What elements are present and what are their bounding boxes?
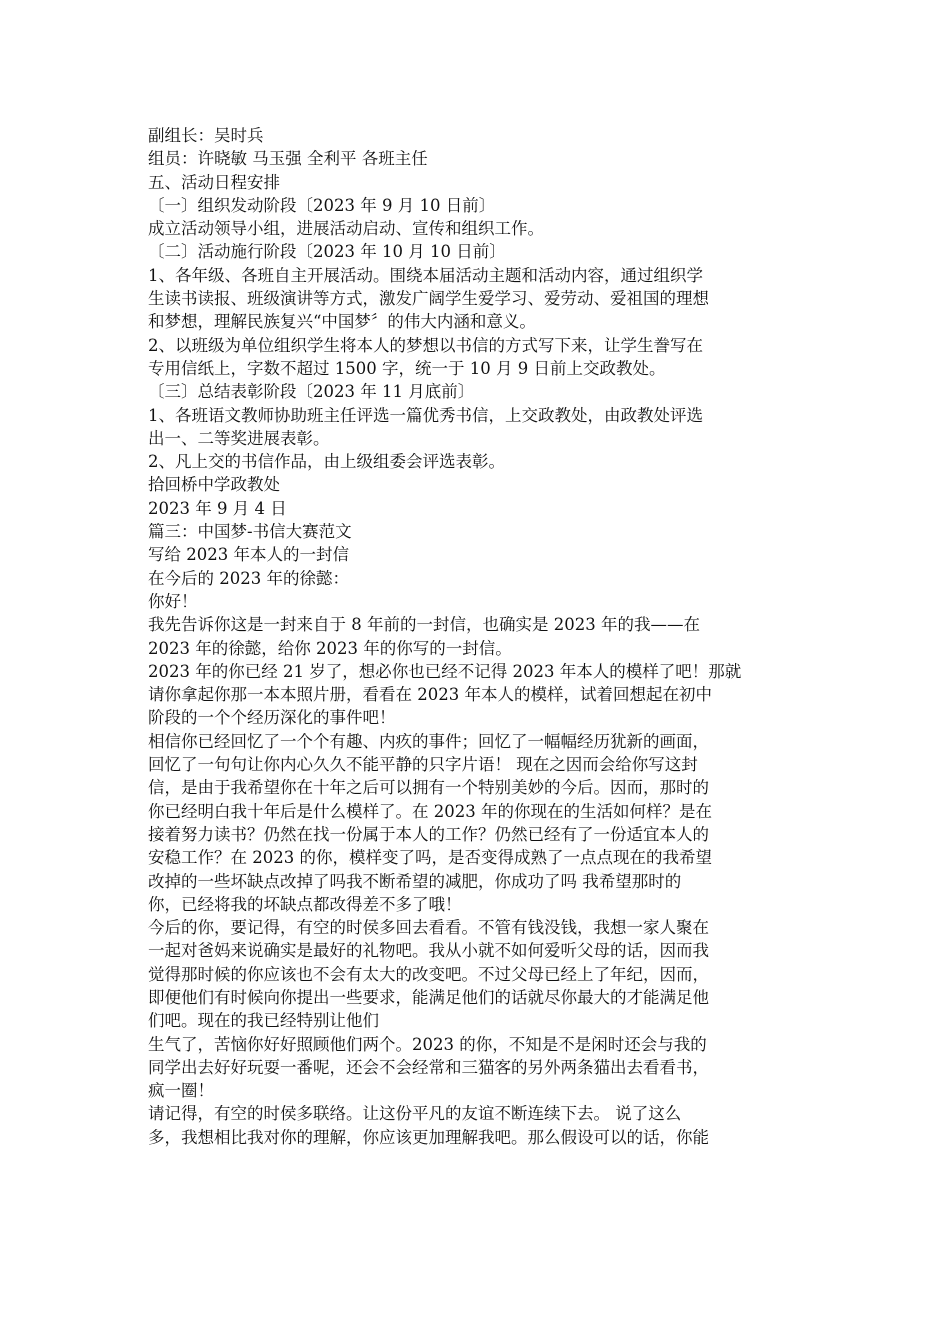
text-line: 成立活动领导小组，进展活动启动、宣传和组织工作。 bbox=[148, 219, 544, 239]
letter-salutation: 在今后的 2023 年的徐懿： bbox=[148, 568, 349, 588]
signature-line: 拾回桥中学政教处 bbox=[148, 475, 280, 495]
text-line: 阶段的一个个经历深化的事件吧！ bbox=[148, 708, 396, 728]
text-line: 和梦想，理解民族复兴“中国梦〞的伟大内涵和意义。 bbox=[148, 312, 536, 332]
text-line: 生读书读报、班级演讲等方式，激发广阔学生爱学习、爱劳动、爱祖国的理想 bbox=[148, 289, 709, 309]
text-line: 组员：许晓敏 马玉强 全利平 各班主任 bbox=[148, 149, 428, 169]
text-line: 觉得那时候的你应该也不会有太大的改变吧。不过父母已经上了年纪，因而， bbox=[148, 964, 709, 984]
text-line: 专用信纸上，字数不超过 1500 字，统一于 10 月 9 日前上交政教处。 bbox=[148, 358, 666, 378]
text-line: 相信你已经回忆了一个个有趣、内疚的事件；回忆了一幅幅经历犹新的画面， bbox=[148, 731, 709, 751]
text-line: 2023 年的你已经 21 岁了，想必你也已经不记得 2023 年本人的模样了吧！那就 bbox=[148, 661, 742, 681]
text-line: 1、各年级、各班自主开展活动。围绕本届活动主题和活动内容，通过组织学 bbox=[148, 265, 703, 285]
text-line: 们吧。现在的我已经特别让他们 bbox=[148, 1011, 379, 1031]
text-line: 请你拿起你那一本本照片册，看看在 2023 年本人的模样，试着回想起在初中 bbox=[148, 685, 712, 705]
article-title: 篇三：中国梦-书信大赛范文 bbox=[148, 522, 352, 542]
text-line: 2、凡上交的书信作品，由上级组委会评选表彰。 bbox=[148, 452, 505, 472]
text-line: 疯一圈！ bbox=[148, 1081, 214, 1101]
text-line: 你，已经将我的坏缺点都改得差不多了哦！ bbox=[148, 894, 462, 914]
document-body bbox=[148, 124, 808, 1149]
text-line: 一起对爸妈来说确实是最好的礼物吧。我从小就不如何爱听父母的话，因而我 bbox=[148, 941, 709, 961]
text-line: 2023 年的徐懿，给你 2023 年的你写的一封信。 bbox=[148, 638, 512, 658]
text-line: 生气了，苦恼你好好照顾他们两个。2023 的你，不知是不是闲时还会与我的 bbox=[148, 1034, 707, 1054]
letter-greeting: 你好！ bbox=[148, 591, 198, 611]
text-line: 多，我想相比我对你的理解，你应该更加理解我吧。那么假设可以的话，你能 bbox=[148, 1127, 709, 1147]
text-line: 回忆了一句句让你内心久久不能平静的只字片语！ 现在之因而会给你写这封 bbox=[148, 755, 698, 775]
section-heading: 五、活动日程安排 bbox=[148, 172, 280, 192]
stage-heading: 〔三〕总结表彰阶段〔2023 年 11 月底前〕 bbox=[148, 382, 475, 402]
text-line: 请记得，有空的时侯多联络。让这份平凡的友谊不断连续下去。 说了这么 bbox=[148, 1104, 682, 1124]
text-line: 同学出去好好玩耍一番呢，还会不会经常和三猫客的另外两条猫出去看看书， bbox=[148, 1057, 709, 1077]
text-line: 即便他们有时候向你提出一些要求，能满足他们的话就尽你最大的才能满足他 bbox=[148, 987, 709, 1007]
text-line: 我先告诉你这是一封来自于 8 年前的一封信，也确实是 2023 年的我——在 bbox=[148, 615, 700, 635]
text-line: 出一、二等奖进展表彰。 bbox=[148, 428, 330, 448]
text-line: 副组长：吴时兵 bbox=[148, 126, 264, 145]
text-line: 2、以班级为单位组织学生将本人的梦想以书信的方式写下来，让学生誊写在 bbox=[148, 335, 703, 355]
text-line: 1、各班语文教师协助班主任评选一篇优秀书信，上交政教处，由政教处评选 bbox=[148, 405, 703, 425]
date-line: 2023 年 9 月 4 日 bbox=[148, 498, 287, 518]
stage-heading: 〔一〕组织发动阶段〔2023 年 9 月 10 日前〕 bbox=[148, 195, 496, 215]
letter-title: 写给 2023 年本人的一封信 bbox=[148, 545, 349, 565]
text-line: 信，是由于我希望你在十年之后可以拥有一个特别美妙的今后。因而，那时的 bbox=[148, 778, 709, 798]
text-line: 安稳工作？在 2023 的你，模样变了吗，是否变得成熟了一点点现在的我希望 bbox=[148, 848, 712, 868]
text-line: 接着努力读书？仍然在找一份属于本人的工作？仍然已经有了一份适宜本人的 bbox=[148, 824, 709, 844]
text-line: 改掉的一些坏缺点改掉了吗我不断希望的减肥，你成功了吗 我希望那时的 bbox=[148, 871, 682, 891]
text-line: 今后的你，要记得，有空的时侯多回去看看。不管有钱没钱，我想一家人聚在 bbox=[148, 918, 709, 938]
stage-heading: 〔二〕活动施行阶段〔2023 年 10 月 10 日前〕 bbox=[148, 242, 506, 262]
text-line: 你已经明白我十年后是什么模样了。在 2023 年的你现在的生活如何样？是在 bbox=[148, 801, 712, 821]
